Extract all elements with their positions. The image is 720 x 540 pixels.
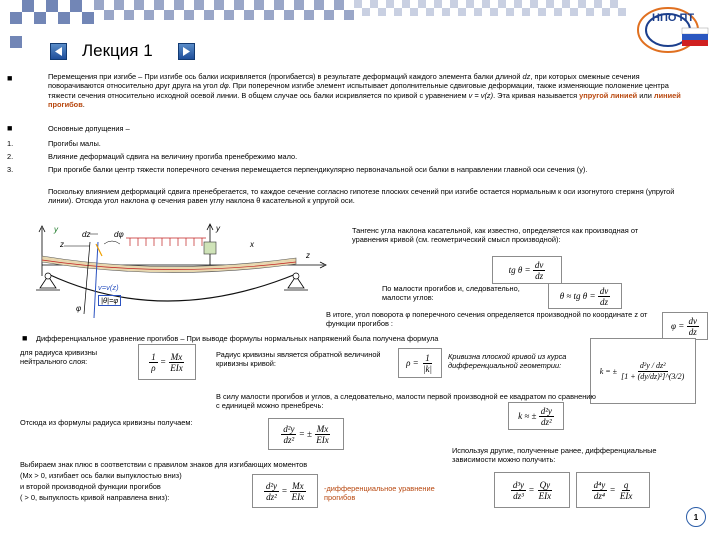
formula-den: dz² bbox=[540, 416, 552, 427]
formula-tangent bbox=[492, 256, 562, 284]
bullet-icon: ■ bbox=[7, 123, 13, 133]
label-theta-phi: |θ|=φ bbox=[98, 295, 121, 306]
p1-dz: dz bbox=[522, 72, 531, 81]
inverse-curvature-text: Радиус кривизны является обратной величиной кривизны кривой: bbox=[216, 350, 381, 369]
formula-num: Mx bbox=[292, 480, 304, 491]
bullet-icon: ■ bbox=[7, 73, 13, 83]
formula-num: dv bbox=[688, 315, 698, 326]
formula-curvature-radius: $\frac{1}{\rho}$ = $\frac{Mx}{\text{EIx}}$ bbox=[138, 344, 196, 380]
formula-num: d²y bbox=[283, 423, 295, 434]
label-dz: dz bbox=[82, 230, 91, 239]
formula-eq: = ± bbox=[298, 429, 312, 439]
sign-rule-text: Выбираем знак плюс в соответствии с правилом знаков для изгибающих моментов bbox=[20, 460, 308, 469]
formula-num: 1 bbox=[151, 351, 156, 362]
list-item: Влияние деформаций сдвига на величину прогиба пренебрежимо мало. bbox=[48, 152, 298, 161]
label-phi: φ bbox=[76, 304, 82, 313]
label-dphi: dφ bbox=[114, 230, 124, 239]
list-item: Прогибы малы. bbox=[48, 139, 101, 148]
axis-label-z: z bbox=[60, 240, 64, 249]
p1-or: или bbox=[637, 90, 654, 100]
axis-label-y: y bbox=[54, 225, 58, 234]
formula-lhs: ρ = bbox=[406, 358, 419, 368]
next-slide-button[interactable] bbox=[178, 43, 195, 60]
formula-fourth-derivative: $\frac{\text{d⁴y}}{\text{dz⁴}}$ = $\frac{q}{\text{EIx}}$ bbox=[576, 472, 650, 508]
formula-diffeq: $\frac{\text{d²y}}{\text{dz²}}$ = $\frac{Mx}{\text{EIx}}$ bbox=[252, 474, 318, 508]
sign-rule-text: ( > 0, выпуклость кривой направлена вниз): bbox=[20, 493, 170, 502]
formula-den: |k| bbox=[422, 363, 432, 374]
small-angle-text: По малости прогибов и, следовательно, малости углов: bbox=[382, 284, 520, 303]
paragraph-shear: Поскольку влиянием деформаций сдвига пренебрегается, то каждое сечение согласно гипотезе плоских сечений при изгибе остается нормальным к оси изогнутого стержня (упругой линии). Отсюда угол наклона φ сечения равен углу наклона θ касательной к упругой оси. bbox=[48, 187, 675, 206]
formula-num: Mx bbox=[170, 351, 183, 362]
formula-den: EIx bbox=[170, 362, 183, 373]
formula-diffeq-pm bbox=[268, 418, 344, 450]
neglect-text: В силу малости прогибов и углов, а следовательно, малости первой производной ее квадратом по сравнению с единицей можно пренебречь: bbox=[216, 392, 596, 411]
beam-diagram bbox=[34, 218, 330, 330]
diffeq-heading: Дифференциальное уравнение прогибов – При выводе формулы нормальных напряжений была получена формула bbox=[36, 334, 439, 343]
formula-den: dz² bbox=[266, 491, 277, 502]
sign-rule-text: и второй производной функции прогибов bbox=[20, 482, 161, 491]
bullet-icon: ■ bbox=[22, 333, 28, 343]
paragraph-deflections bbox=[48, 72, 698, 110]
formula-small-angle bbox=[548, 283, 622, 309]
formula-rho bbox=[398, 348, 442, 378]
from-radius-text: Отсюда из формулы радиуса кривизны получаем: bbox=[20, 418, 193, 427]
term-elastic-line: упругой линией bbox=[579, 90, 638, 100]
formula-den: EIx bbox=[538, 490, 552, 501]
formula-den: dz bbox=[688, 326, 697, 337]
axis-label-z-end: z bbox=[306, 251, 310, 260]
formula-den: dz bbox=[600, 296, 609, 307]
term-deflection-line: линией прогибов bbox=[48, 90, 681, 110]
formula-lhs: k = ± bbox=[599, 366, 618, 376]
p1-text-d: . Эта кривая называется bbox=[493, 90, 580, 100]
formula-den: dz² bbox=[283, 434, 295, 445]
p1-dphi: dφ bbox=[219, 81, 229, 91]
formula-approx-curvature bbox=[508, 402, 564, 430]
formula-den: dz bbox=[535, 270, 544, 281]
assumptions-heading: Основные допущения – bbox=[48, 124, 130, 133]
axis-label-y-section: y bbox=[216, 224, 220, 233]
formula-num: d²y / dz² bbox=[639, 360, 666, 370]
formula-den: dz⁴ bbox=[593, 490, 606, 501]
formula-lhs: θ ≈ tg θ = bbox=[559, 291, 596, 301]
formula-lhs: φ = bbox=[670, 321, 685, 331]
tangent-text: Тангенс угла наклона касательной, как известно, определяется как производная от уравнения кривой (см. геометрический смысл производной): bbox=[352, 226, 639, 245]
formula-num: Mx bbox=[316, 423, 329, 434]
formula-den: dz³ bbox=[513, 490, 524, 501]
radius-text: для радиуса кривизны нейтрального слоя: bbox=[20, 348, 98, 367]
axis-label-x: x bbox=[250, 240, 254, 249]
p1-text-c: . При поперечном изгибе элемент испытывает дополнительные сдвиговые деформации, также изменяющие положение центра тяжести сечения относительно исходной осевой линии. В общем случае ось балки искривляется по кривой с уравнением bbox=[48, 81, 669, 100]
formula-rotation-angle bbox=[662, 312, 708, 340]
p1-text-a: Перемещения при изгибе – При изгибе ось балки искривляется (прогибается) в результате деформаций каждого элемента балки длиной bbox=[48, 72, 523, 81]
list-number: 3. bbox=[7, 165, 14, 174]
label-deflection-function: v=v(z) bbox=[98, 283, 119, 292]
formula-num: 1 bbox=[425, 352, 430, 363]
arrow-left-icon bbox=[51, 44, 66, 59]
formula-curvature bbox=[590, 338, 696, 404]
slide-title: Лекция 1 bbox=[82, 41, 153, 60]
formula-lhs: k ≈ ± bbox=[518, 411, 537, 421]
rotation-angle-text: В итоге, угол поворота φ поперечного сечения определяется производной по координате z от функции прогибов : bbox=[326, 310, 648, 329]
organization-logo bbox=[634, 4, 712, 54]
list-number: 1. bbox=[7, 139, 14, 148]
formula-num: d³y bbox=[512, 479, 525, 490]
formula-den: ρ bbox=[151, 362, 156, 373]
diffeq-label: -дифференциальное уравнение прогибов bbox=[324, 484, 435, 503]
p1-end: . bbox=[82, 100, 85, 110]
sign-rule-text: (Mx > 0, изгибает ось балки выпуклостью вниз) bbox=[20, 471, 182, 480]
page-number: 1 bbox=[686, 507, 706, 527]
p1-text-b: , при которых смежные сечения поворачиваются относительно друг друга на угол bbox=[48, 72, 640, 91]
p1-v: v = v(z) bbox=[468, 90, 494, 100]
formula-num: d²y bbox=[540, 405, 552, 416]
formula-num: Qy bbox=[539, 479, 551, 490]
plane-curve-text: Кривизна плоской кривой из курса дифференциальной геометрии: bbox=[448, 352, 567, 371]
prev-slide-button[interactable] bbox=[50, 43, 67, 60]
formula-num: d²y bbox=[265, 480, 278, 491]
formula-third-derivative: $\frac{\text{d³y}}{\text{dz³}}$ = $\frac{Qy}{\text{EIx}}$ bbox=[494, 472, 570, 508]
list-number: 2. bbox=[7, 152, 14, 161]
formula-num: q bbox=[623, 479, 629, 490]
logo-text: НПО ПТ bbox=[652, 12, 695, 24]
formula-num: d⁴y bbox=[593, 479, 606, 490]
formula-den: EIx bbox=[291, 491, 305, 502]
formula-num: dv bbox=[599, 285, 609, 296]
formula-den: EIx bbox=[619, 490, 633, 501]
formula-den: EIx bbox=[316, 434, 329, 445]
list-item: При прогибе балки центр тяжести поперечного сечения перемещается перпендикулярно первоначальной оси балки в направлении главной оси сечения (y). bbox=[48, 165, 588, 174]
formula-lhs: tg θ = bbox=[508, 265, 531, 275]
other-relations-text: Используя другие, полученные ранее, дифференциальные зависимости можно получить: bbox=[452, 446, 657, 465]
formula-den: [1 + (dy/dz)²]^(3/2) bbox=[621, 371, 685, 381]
arrow-right-icon bbox=[179, 44, 194, 59]
formula-num: dv bbox=[534, 259, 544, 270]
